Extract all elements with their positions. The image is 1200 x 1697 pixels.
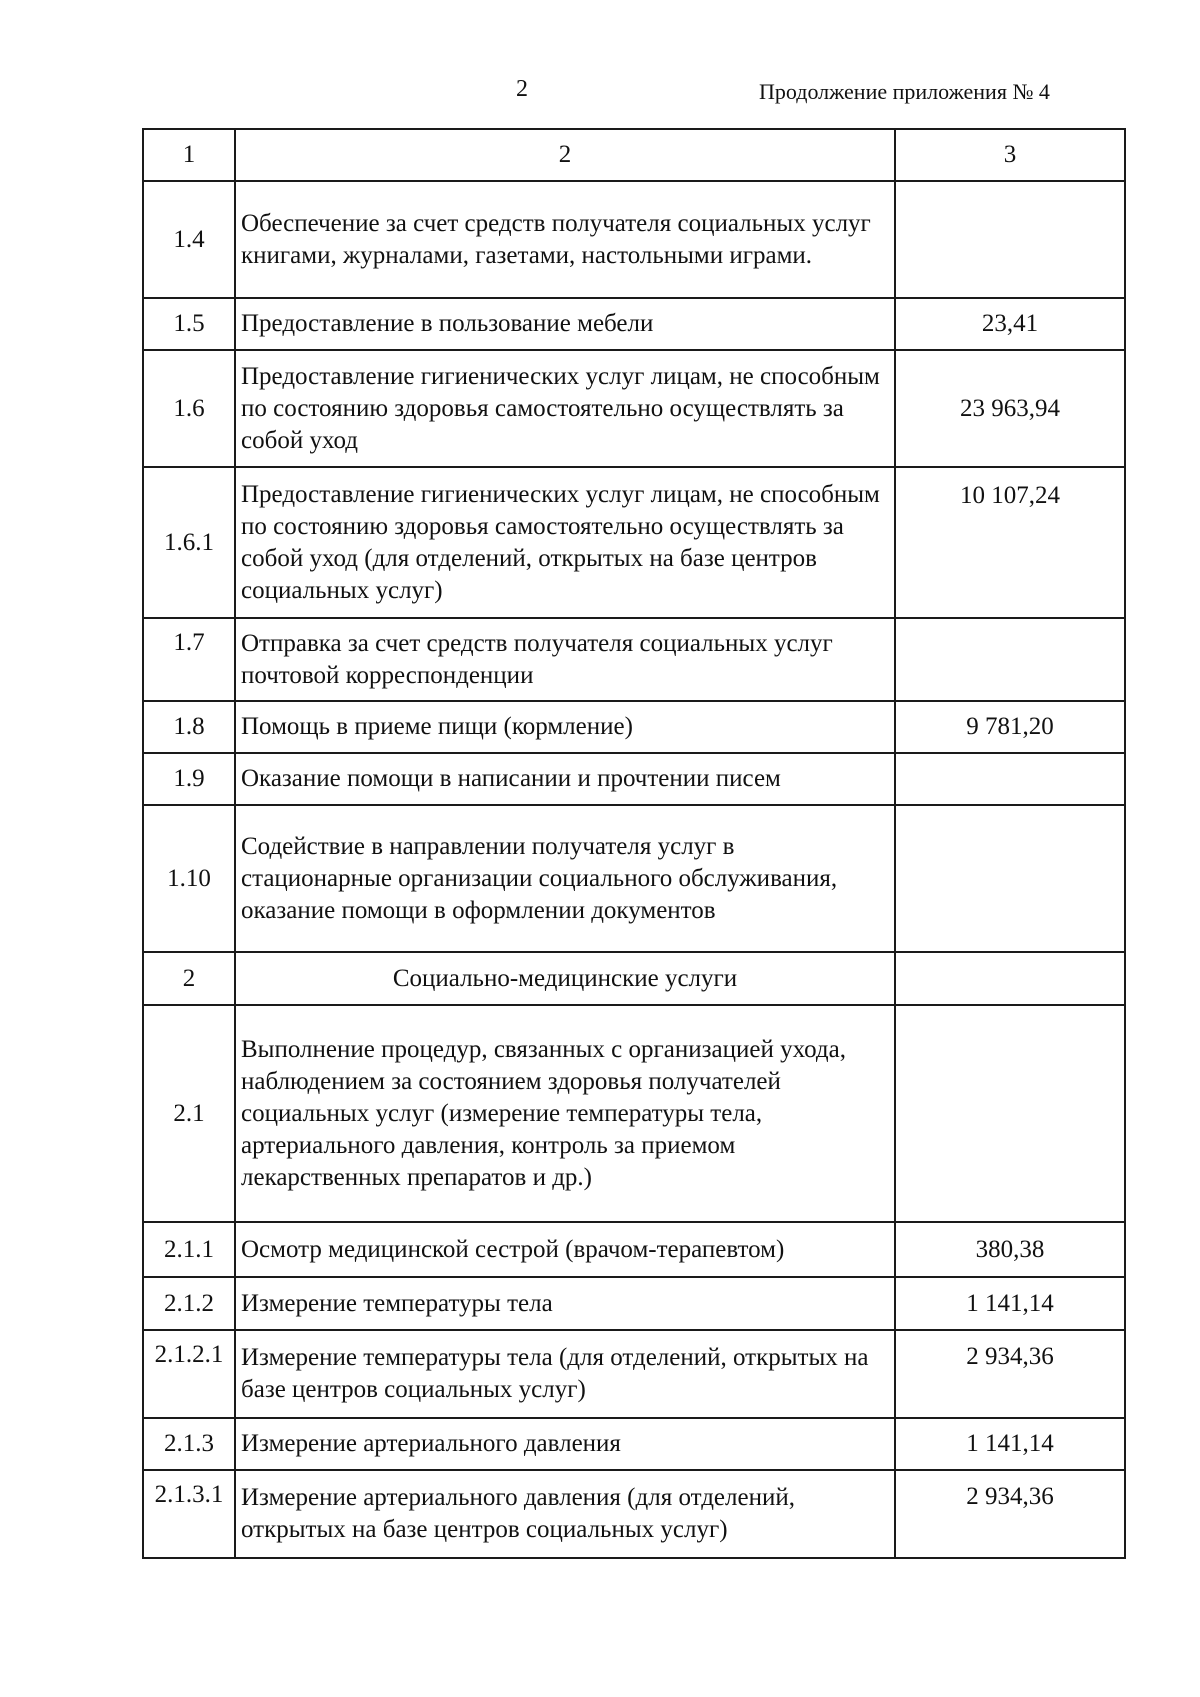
row-description: Измерение температуры тела (для отделений, открытых на базе центров социальных услуг) — [235, 1330, 895, 1418]
row-description: Оказание помощи в написании и прочтении писем — [235, 753, 895, 805]
row-description: Помощь в приеме пищи (кормление) — [235, 701, 895, 753]
row-number: 1.7 — [143, 618, 235, 701]
row-number: 2.1 — [143, 1005, 235, 1222]
row-value: 23 963,94 — [895, 350, 1125, 467]
row-number: 1.5 — [143, 298, 235, 350]
table-row — [143, 1330, 1125, 1418]
row-value — [895, 753, 1125, 805]
row-value — [895, 805, 1125, 952]
column-header-3: 3 — [895, 129, 1125, 181]
section-header-row — [143, 952, 1125, 1005]
row-value: 9 781,20 — [895, 701, 1125, 753]
row-description: Содействие в направлении получателя услуг в стационарные организации социального обслуживания, оказание помощи в оформлении документов — [235, 805, 895, 952]
row-value: 1 141,14 — [895, 1277, 1125, 1330]
row-value — [895, 181, 1125, 298]
row-number: 1.4 — [143, 181, 235, 298]
appendix-continuation-label: Продолжение приложения № 4 — [759, 79, 1050, 104]
table-row — [143, 1222, 1125, 1277]
table-row — [143, 181, 1125, 298]
column-header-1: 1 — [143, 129, 235, 181]
table-row — [143, 467, 1125, 618]
row-number: 2.1.1 — [143, 1222, 235, 1277]
table-row — [143, 1005, 1125, 1222]
table-row — [143, 298, 1125, 350]
row-description: Предоставление гигиенических услуг лицам, не способным по состоянию здоровья самостоятельно осуществлять за собой уход (для отделений, открытых на базе центров социальных услуг) — [235, 467, 895, 618]
table-row — [143, 1418, 1125, 1470]
table-row — [143, 1277, 1125, 1330]
row-description: Предоставление в пользование мебели — [235, 298, 895, 350]
table-row — [143, 701, 1125, 753]
table-row — [143, 753, 1125, 805]
row-number: 1.8 — [143, 701, 235, 753]
row-value: 380,38 — [895, 1222, 1125, 1277]
tariff-table — [142, 128, 1126, 1559]
row-description: Измерение температуры тела — [235, 1277, 895, 1330]
row-value — [895, 618, 1125, 701]
row-description: Осмотр медицинской сестрой (врачом-терапевтом) — [235, 1222, 895, 1277]
row-number: 1.10 — [143, 805, 235, 952]
table-row — [143, 350, 1125, 467]
table-row — [143, 805, 1125, 952]
column-header-2: 2 — [235, 129, 895, 181]
row-value: 1 141,14 — [895, 1418, 1125, 1470]
page-number: 2 — [516, 76, 528, 102]
row-number: 1.6 — [143, 350, 235, 467]
row-number: 2.1.2.1 — [143, 1330, 235, 1418]
section-title: Социально-медицинские услуги — [235, 952, 895, 1005]
row-value — [895, 952, 1125, 1005]
table-row — [143, 618, 1125, 701]
row-number: 2.1.3 — [143, 1418, 235, 1470]
row-description: Выполнение процедур, связанных с организацией ухода, наблюдением за состоянием здоровья получателей социальных услуг (измерение температуры тела, артериального давления, контроль за приемом лекарственных препаратов и др.) — [235, 1005, 895, 1222]
row-description: Предоставление гигиенических услуг лицам, не способным по состоянию здоровья самостоятельно осуществлять за собой уход — [235, 350, 895, 467]
column-number-row — [143, 129, 1125, 181]
section-number: 2 — [143, 952, 235, 1005]
row-number: 2.1.3.1 — [143, 1470, 235, 1558]
row-description: Обеспечение за счет средств получателя социальных услуг книгами, журналами, газетами, настольными играми. — [235, 181, 895, 298]
row-value: 23,41 — [895, 298, 1125, 350]
row-value — [895, 1005, 1125, 1222]
row-description: Измерение артериального давления — [235, 1418, 895, 1470]
row-value: 10 107,24 — [895, 467, 1125, 618]
row-value: 2 934,36 — [895, 1330, 1125, 1418]
row-number: 1.6.1 — [143, 467, 235, 618]
row-number: 1.9 — [143, 753, 235, 805]
row-description: Отправка за счет средств получателя социальных услуг почтовой корреспонденции — [235, 618, 895, 701]
row-description: Измерение артериального давления (для отделений, открытых на базе центров социальных услуг) — [235, 1470, 895, 1558]
row-value: 2 934,36 — [895, 1470, 1125, 1558]
table-row — [143, 1470, 1125, 1558]
row-number: 2.1.2 — [143, 1277, 235, 1330]
